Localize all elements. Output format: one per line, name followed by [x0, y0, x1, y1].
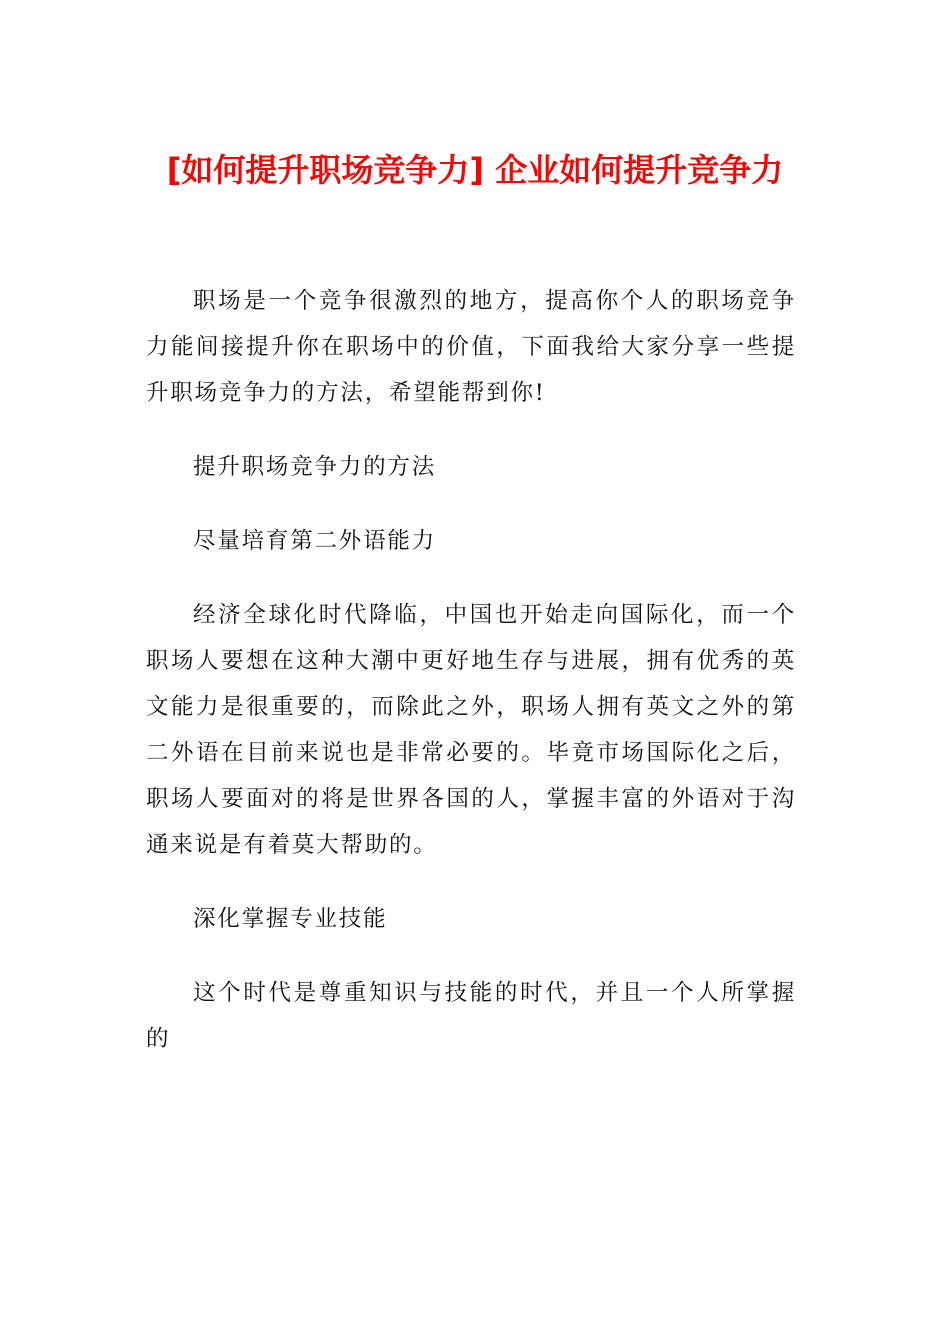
document-title: [如何提升职场竞争力] 企业如何提升竞争力 — [166, 151, 784, 189]
section-heading: 提升职场竞争力的方法 — [193, 454, 437, 480]
intro-paragraph: 职场是一个竞争很激烈的地方，提高你个人的职场竞争力能间接提升你在职场中的价值，下面我给大家分享一些提升职场竞争力的方法，希望能帮到你! — [146, 288, 796, 406]
body-paragraph: 这个时代是尊重知识与技能的时代，并且一个人所掌握的 — [146, 980, 796, 1052]
subsection-heading: 尽量培育第二外语能力 — [193, 528, 437, 554]
subsection-heading: 深化掌握专业技能 — [193, 906, 388, 932]
document-body — [146, 278, 796, 1090]
body-paragraph: 经济全球化时代降临，中国也开始走向国际化，而一个职场人要想在这种大潮中更好地生存与进展，拥有优秀的英文能力是很重要的，而除此之外，职场人拥有英文之外的第二外语在目前来说也是非常必要的。毕竟市场国际化之后，职场人要面对的将是世界各国的人，掌握丰富的外语对于沟通来说是有着莫大帮助的。 — [146, 602, 796, 858]
